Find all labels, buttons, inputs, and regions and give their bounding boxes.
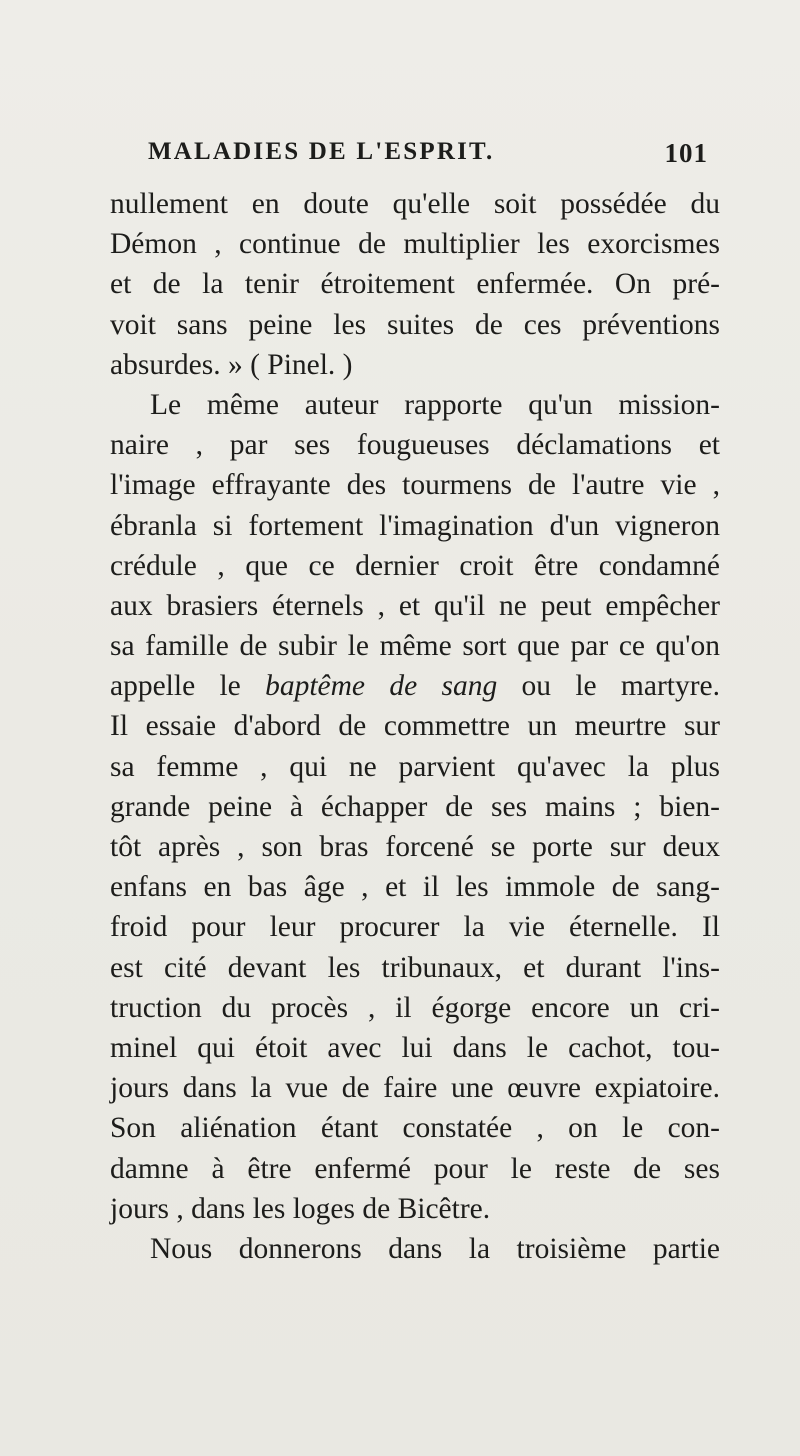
text-line: Il essaie d'abord de commettre un meurtre sur — [110, 710, 720, 743]
running-title: MALADIES DE L'ESPRIT. — [148, 138, 495, 165]
text-line: sa femme , qui ne parvient qu'avec la plus — [110, 750, 720, 783]
page-header — [148, 138, 708, 174]
text-line: Démon , continue de multiplier les exorcismes — [110, 228, 720, 261]
text-line-mixed — [110, 666, 720, 706]
text-line: nullement en doute qu'elle soit possédée du — [110, 188, 720, 220]
text-line: jours , dans les loges de Bicêtre. — [110, 1192, 491, 1225]
text-line: damne à être enfermé pour le reste de ses — [110, 1152, 720, 1185]
text-line: ébranla si fortement l'imagination d'un vigneron — [110, 509, 720, 542]
text-line: grande peine à échapper de ses mains ; bien- — [110, 790, 720, 823]
text-line: l'image effrayante des tourmens de l'autre vie , — [110, 469, 720, 502]
text-line: crédule , que ce dernier croit être condamné — [110, 549, 720, 582]
body-text — [110, 184, 720, 1269]
text-line: Son aliénation étant constatée , on le con- — [110, 1112, 720, 1145]
text-line: sa famille de subir le même sort que par ce qu'on — [110, 630, 720, 663]
text-line: Le même auteur rapporte qu'un mission- — [150, 388, 720, 421]
text-line: et de la tenir étroitement enfermée. On pré- — [110, 268, 720, 301]
page-number: 101 — [664, 138, 708, 168]
text-line: naire , par ses fougueuses déclamations et — [110, 429, 720, 462]
text-line: minel qui étoit avec lui dans le cachot, tou- — [110, 1031, 720, 1064]
text-segment: ou le martyre. — [521, 670, 721, 703]
text-line: enfans en bas âge , et il les immole de sang- — [110, 871, 720, 904]
text-line: jours dans la vue de faire une œuvre expiatoire. — [110, 1072, 720, 1105]
text-line: aux brasiers éternels , et qu'il ne peut empêcher — [110, 589, 720, 622]
text-segment: appelle le — [110, 670, 241, 703]
text-line: tôt après , son bras forcené se porte sur deux — [110, 831, 720, 863]
italic-phrase: baptême de sang — [265, 670, 498, 703]
text-line: truction du procès , il égorge encore un cri- — [110, 991, 720, 1024]
text-line: Nous donnerons dans la troisième partie — [150, 1232, 720, 1265]
text-line: froid pour leur procurer la vie éternelle. Il — [110, 911, 720, 944]
text-line: voit sans peine les suites de ces préventions — [110, 308, 720, 341]
text-line: est cité devant les tribunaux, et durant l'ins- — [110, 951, 720, 984]
text-line: absurdes. » ( Pinel. ) — [110, 348, 353, 381]
